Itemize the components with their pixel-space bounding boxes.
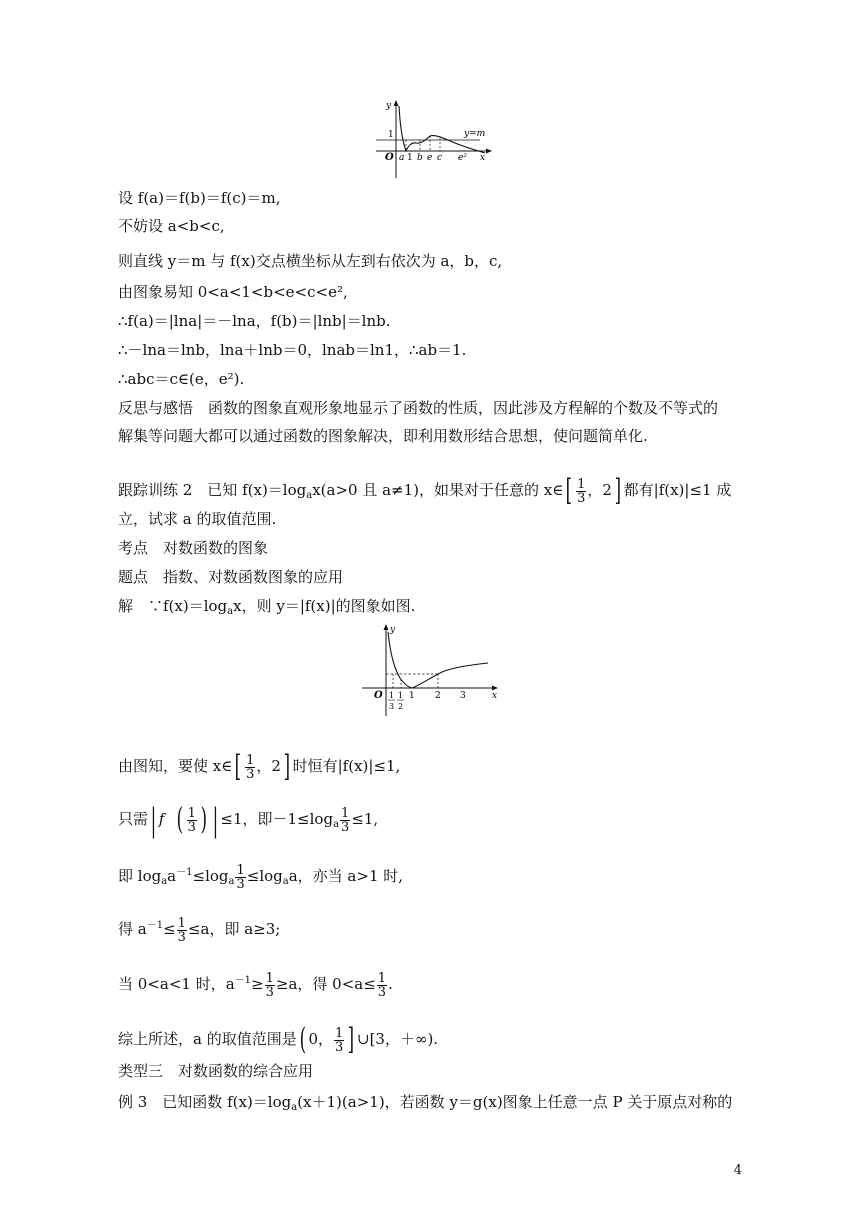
solution-line: 只需| f ( $\frac{1}{3}$ ) | ≤1，即$-1\le\log_a$ $\frac{1}{3}$ ≤1, [118,801,379,839]
graph1-x-label: x [480,153,486,163]
graph2-tick-1: 1 [409,691,415,701]
text-line: 不妨设 a<b<c, [118,217,225,235]
graph1-one-label: 1 [388,130,394,140]
text-line: 由图象易知 0<a<1<b<e<c<e², [118,283,348,301]
example-line: 例 3 已知函数 $f(x)=\log_a(x+1)(a>1)$，若函数 y＝g(x)图象上任意一点 P 关于原点对称的 [118,1093,733,1113]
graph1-tick-1: 1 [407,153,413,163]
section-heading: 类型三 对数函数的综合应用 [118,1062,314,1080]
text-line: 反思与感悟 函数的图象直观形象地显示了函数的性质，因此涉及方程解的个数及不等式的 [118,399,719,417]
graph2-tick-2: 2 [435,691,441,701]
exercise-line: 跟踪训练 2 已知 $f(x)=\log_ax(a>0$ 且 a≠1)，如果对于任意的 x∈[ $\frac{1}{3}$ ，2] 都有|f(x)|≤1 成 [118,473,732,508]
solution-line: 由图知，要使 x∈[ $\frac{1}{3}$ ，2] 时恒有|f(x)|≤1, [118,749,401,784]
text-line: 解集等问题大都可以通过函数的图象解决，即利用数形结合思想，使问题简单化. [118,427,648,445]
text-span: 跟踪训练 2 已知 f(x)＝log [118,481,307,499]
text-line: 立，试求 a 的取值范围. [118,510,277,528]
graph2-tick-3: 3 [460,691,466,701]
text-line: 题点 指数、对数函数图象的应用 [118,568,344,586]
graph1-tick-b: b [417,153,423,163]
text-line: 设 f(a)＝f(b)＝f(c)＝m, [118,189,281,207]
graph1-tick-e: e [427,153,433,163]
solution-line: 即 $\log_aa^{-1}\le\log_a$ $\frac{1}{3}$ $\le\log_aa$，亦当 a>1 时, [118,862,404,892]
graph2-x-label: x [492,691,498,701]
text-line: 考点 对数函数的图象 [118,539,269,557]
text-line: ∴－lna＝lnb，lna＋lnb＝0，lnab＝ln1，∴ab＝1. [118,341,467,359]
graph1-tick-c: c [437,153,443,163]
text-line: ∴abc＝c∈(e，e²). [118,370,245,388]
solution-line: 当 0<a<1 时，$a^{-1}\ge$ $\frac{1}{3}$ ≥a，得 0<a≤ $\frac{1}{3}$ . [118,970,393,1000]
graph2-tick-1-3-num: 1 [389,691,395,700]
text-span: 都有|f(x)|≤1 成 [623,481,732,499]
graph1-tick-e2: e² [458,153,467,163]
solution-line: 综上所述，a 的取值范围是( 0， $\frac{1}{3}$ ] ∪[3，＋∞). [118,1022,439,1057]
fraction: $\frac{1}{3}$ [577,476,586,506]
graph1-y-label: y [386,101,392,111]
subscript-a: a [306,490,313,501]
graph1-line-label: y=m [464,129,486,139]
graph2-tick-1-3-den: 3 [389,702,395,711]
graph2-origin: O [374,690,383,701]
graph2-tick-1-2-num: 1 [398,691,404,700]
page-number: 4 [733,1163,742,1178]
text-line: 则直线 y＝m 与 f(x)交点横坐标从左到右依次为 a，b，c, [118,252,503,270]
text-line: ∴f(a)＝|lna|＝－lna，f(b)＝|lnb|＝lnb. [118,312,391,330]
graph-ln-abs [370,98,495,180]
solution-line: 得 $a^{-1}\le$ $\frac{1}{3}$ ≤a，即 a≥3; [118,915,281,945]
graph2-tick-1-2-den: 2 [398,702,404,711]
graph2-y-label: y [390,625,396,635]
text-span: x(a>0 且 a≠1)，如果对于任意的 x∈ [312,481,564,499]
solution-line: 解 $\because f(x)=\log_ax$，则 y＝|f(x)|的图象如图. [118,597,416,617]
graph1-tick-a: a [399,153,405,163]
graph1-origin: O [385,152,394,163]
graph-log-abs [360,622,505,718]
